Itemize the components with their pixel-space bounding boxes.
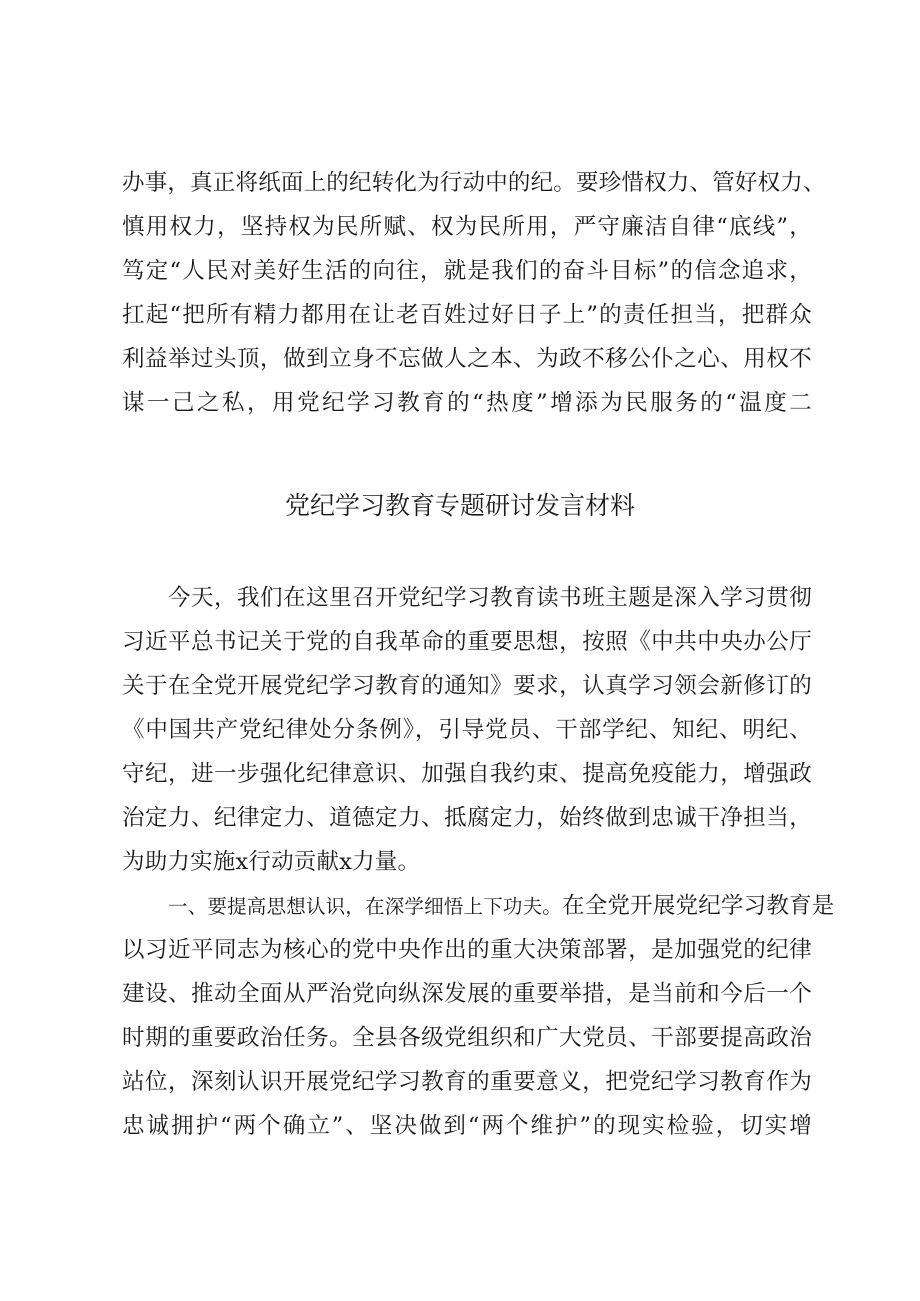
paragraph-line: 习近平总书记关于党的自我革命的重要思想，按照《中共中央办公厅 [122,629,812,655]
paragraph-line: 《中国共产党纪律处分条例》，引导党员、干部学纪、知纪、明纪、 [122,717,812,743]
paragraph-line: 治定力、纪律定力、道德定力、抵腐定力，始终做到忠诚干净担当， [122,805,812,831]
section-text: 在全党开展党纪学习教育是 [562,893,835,919]
paragraph-line: 时期的重要政治任务。全县各级党组织和广大党员、干部要提高政治 [122,1025,812,1051]
section-heading: 一、要提高思想认识，在深学细悟上下功夫。 [168,895,563,918]
paragraph-line: 慎用权力，坚持权为民所赋、权为民所用，严守廉洁自律“底线”， [122,214,812,240]
paragraph-line: 建设、推动全面从严治党向纵深发展的重要举措，是当前和今后一个 [122,981,812,1007]
paragraph-line: 为助力实施x行动贡献x力量。 [122,849,421,875]
paragraph-line: 站位，深刻认识开展党纪学习教育的重要意义，把党纪学习教育作为 [122,1069,812,1095]
paragraph-line: 关于在全党开展党纪学习教育的通知》要求，认真学习领会新修订的 [122,673,812,699]
paragraph-line: 守纪，进一步强化纪律意识、加强自我约束、提高免疫能力，增强政 [122,761,812,787]
section-first-line [168,886,835,926]
paragraph-line: 办事，真正将纸面上的纪转化为行动中的纪。要珍惜权力、管好权力、 [122,170,826,196]
document-title: 党纪学习教育专题研讨发言材料 [284,491,635,520]
paragraph-line: 以习近平同志为核心的党中央作出的重大决策部署，是加强党的纪律 [122,937,812,963]
paragraph-line: 今天，我们在这里召开党纪学习教育读书班主题是深入学习贯彻 [168,585,812,611]
paragraph-line: 笃定“人民对美好生活的向往，就是我们的奋斗目标”的信念追求， [122,258,812,284]
paragraph-line: 扛起“把所有精力都用在让老百姓过好日子上”的责任担当，把群众 [122,302,812,328]
paragraph-line: 谋一己之私，用党纪学习教育的“热度”增添为民服务的“温度二 [122,390,812,416]
paragraph-line: 忠诚拥护“两个确立”、坚决做到“两个维护”的现实检验，切实增 [122,1113,812,1139]
paragraph-line: 利益举过头顶，做到立身不忘做人之本、为政不移公仆之心、用权不 [122,346,812,372]
